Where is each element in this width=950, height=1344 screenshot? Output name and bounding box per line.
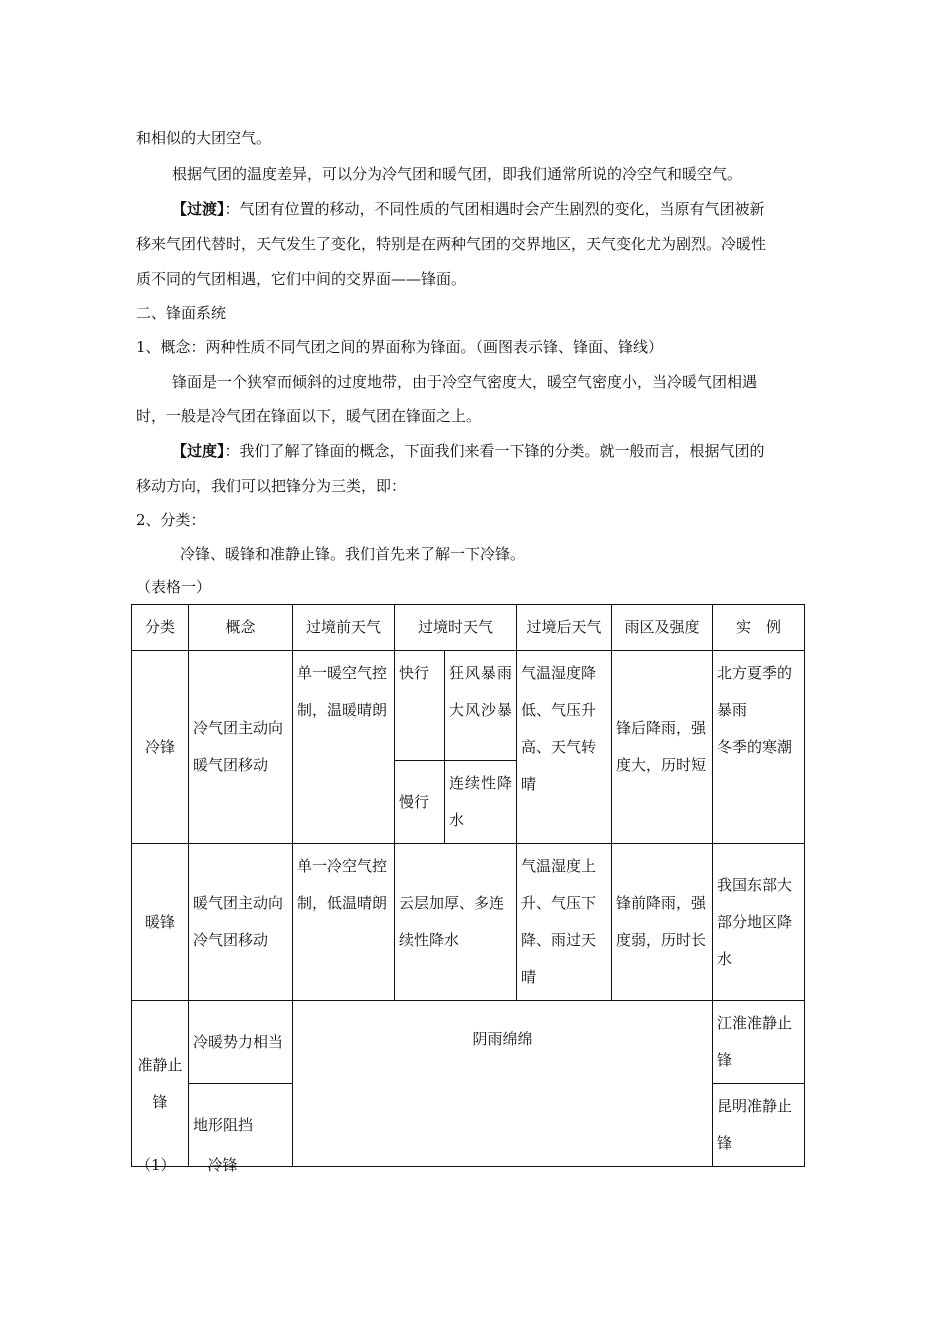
paragraph-temperature: 根据气团的温度差异，可以分为冷气团和暖气团，即我们通常所说的冷空气和暖空气。 (172, 165, 743, 183)
subsection-title: 冷锋 (207, 1156, 238, 1174)
header-after: 过境后天气 (517, 605, 612, 651)
transition2-label: 【过度】 (172, 442, 225, 460)
paragraph-front-desc-2: 时，一般是冷气团在锋面以下，暖气团在锋面之上。 (136, 407, 482, 425)
header-rain: 雨区及强度 (612, 605, 713, 651)
paragraph-air-mass-end: 和相似的大团空气。 (136, 129, 272, 147)
paragraph-transition-2: 移来气团代替时，天气发生了变化，特别是在两种气团的交界地区，天气变化尤为剧烈。冷暖性 (136, 235, 767, 253)
stationary-front-row-1 (132, 1001, 805, 1084)
cold-front-row-fast (132, 651, 805, 761)
warm-front-example: 我国东部大部分地区降水 (713, 844, 805, 1001)
stationary-front-example-1: 江淮准静止锋 (713, 1001, 805, 1084)
subsection-cold-front (136, 1154, 816, 1176)
stationary-front-concept-2: 地形阻挡 (189, 1084, 293, 1167)
cold-front-concept: 冷气团主动向暖气团移动 (189, 651, 293, 844)
table-header-row (132, 605, 805, 651)
concept-line: 1、概念：两种性质不同气团之间的界面称为锋面。（画图表示锋、锋面、锋线） (136, 338, 664, 356)
cold-front-example-2: 冬季的寒潮 (717, 738, 793, 756)
cold-front-fast-weather: 狂风暴雨大风沙暴 (445, 651, 517, 761)
paragraph-transition-3: 质不同的气团相遇，它们中间的交界面——锋面。 (136, 270, 467, 288)
header-example: 实 例 (713, 605, 805, 651)
front-classification-table (131, 604, 805, 1167)
stationary-front-example-2: 昆明准静止锋 (713, 1084, 805, 1167)
warm-front-after: 气温湿度上升、气压下降、雨过天晴 (517, 844, 612, 1001)
warm-front-name: 暖锋 (132, 844, 189, 1001)
cold-front-slow-weather: 连续性降水 (445, 761, 517, 844)
stationary-front-name: 准静止锋 (132, 1001, 189, 1167)
stationary-front-weather: 阴雨绵绵 (293, 1001, 713, 1167)
transition2-text: ：我们了解了锋面的概念，下面我们来看一下锋的分类。就一般而言，根据气团的 (224, 442, 765, 460)
cold-front-fast-label: 快行 (395, 651, 445, 761)
warm-front-during: 云层加厚、多连续性降水 (395, 844, 517, 1001)
warm-front-before: 单一冷空气控制，低温晴朗 (293, 844, 395, 1001)
transition-text: ：气团有位置的移动，不同性质的气团相遇时会产生剧烈的变化，当原有气团被新 (224, 200, 765, 218)
paragraph-transition-1 (172, 198, 852, 220)
classification-text: 冷锋、暖锋和准静止锋。我们首先来了解一下冷锋。 (180, 545, 526, 563)
header-before: 过境前天气 (293, 605, 395, 651)
section-heading-front-system: 二、锋面系统 (136, 304, 227, 322)
cold-front-examples (713, 651, 805, 844)
cold-front-name: 冷锋 (132, 651, 189, 844)
warm-front-concept: 暖气团主动向冷气团移动 (189, 844, 293, 1001)
paragraph-transition2-1 (172, 440, 852, 462)
paragraph-transition2-2: 移动方向，我们可以把锋分为三类，即： (136, 477, 407, 495)
transition-label: 【过渡】 (172, 200, 225, 218)
table-caption: （表格一） (136, 578, 212, 596)
cold-front-rain: 锋后降雨，强度大，历时短 (612, 651, 713, 844)
header-concept: 概念 (189, 605, 293, 651)
subsection-number: （1） (136, 1156, 176, 1174)
cold-front-example-1: 北方夏季的暴雨 (717, 664, 793, 719)
warm-front-rain: 锋前降雨，强度弱，历时长 (612, 844, 713, 1001)
header-category: 分类 (132, 605, 189, 651)
warm-front-row (132, 844, 805, 1001)
cold-front-before: 单一暖空气控制，温暖晴朗 (293, 651, 395, 844)
cold-front-after: 气温湿度降低、气压升高、天气转晴 (517, 651, 612, 844)
header-during: 过境时天气 (395, 605, 517, 651)
classification-heading: 2、分类： (136, 511, 206, 529)
stationary-front-concept-1: 冷暖势力相当 (189, 1001, 293, 1084)
cold-front-slow-label: 慢行 (395, 761, 445, 844)
paragraph-front-desc-1: 锋面是一个狭窄而倾斜的过度地带，由于冷空气密度大，暖空气密度小，当冷暖气团相遇 (172, 373, 758, 391)
